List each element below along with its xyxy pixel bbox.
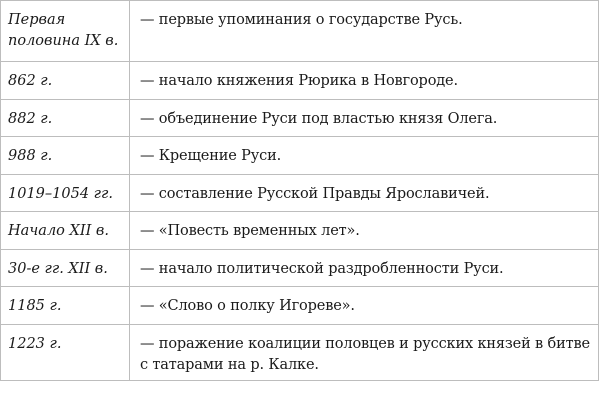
date-cell: 882 г. bbox=[1, 99, 130, 137]
table-row bbox=[1, 324, 599, 380]
date-cell: 988 г. bbox=[1, 137, 130, 175]
table-row bbox=[1, 212, 599, 250]
table-row bbox=[1, 1, 599, 62]
event-cell: — «Слово о полку Игореве». bbox=[130, 287, 599, 325]
event-cell: — «Повесть временных лет». bbox=[130, 212, 599, 250]
event-cell: — поражение коалиции половцев и русских князей в битве с татарами на р. Калке. bbox=[130, 324, 599, 380]
date-cell: 1019–1054 гг. bbox=[1, 174, 130, 212]
table-row bbox=[1, 174, 599, 212]
event-cell: — составление Русской Правды Ярославичей. bbox=[130, 174, 599, 212]
table-row bbox=[1, 249, 599, 287]
date-cell: 30-е гг. XII в. bbox=[1, 249, 130, 287]
event-cell: — Крещение Руси. bbox=[130, 137, 599, 175]
date-cell: 862 г. bbox=[1, 62, 130, 100]
table-row bbox=[1, 287, 599, 325]
date-cell: Начало XII в. bbox=[1, 212, 130, 250]
table-row bbox=[1, 62, 599, 100]
date-cell: 1185 г. bbox=[1, 287, 130, 325]
event-cell: — начало политической раздробленности Руси. bbox=[130, 249, 599, 287]
date-cell: 1223 г. bbox=[1, 324, 130, 380]
event-cell: — первые упоминания о государстве Русь. bbox=[130, 1, 599, 62]
event-cell: — начало княжения Рюрика в Новгороде. bbox=[130, 62, 599, 100]
date-cell: Первая половина IX в. bbox=[1, 1, 130, 62]
table-row bbox=[1, 137, 599, 175]
table-row bbox=[1, 99, 599, 137]
event-cell: — объединение Руси под властью князя Олега. bbox=[130, 99, 599, 137]
